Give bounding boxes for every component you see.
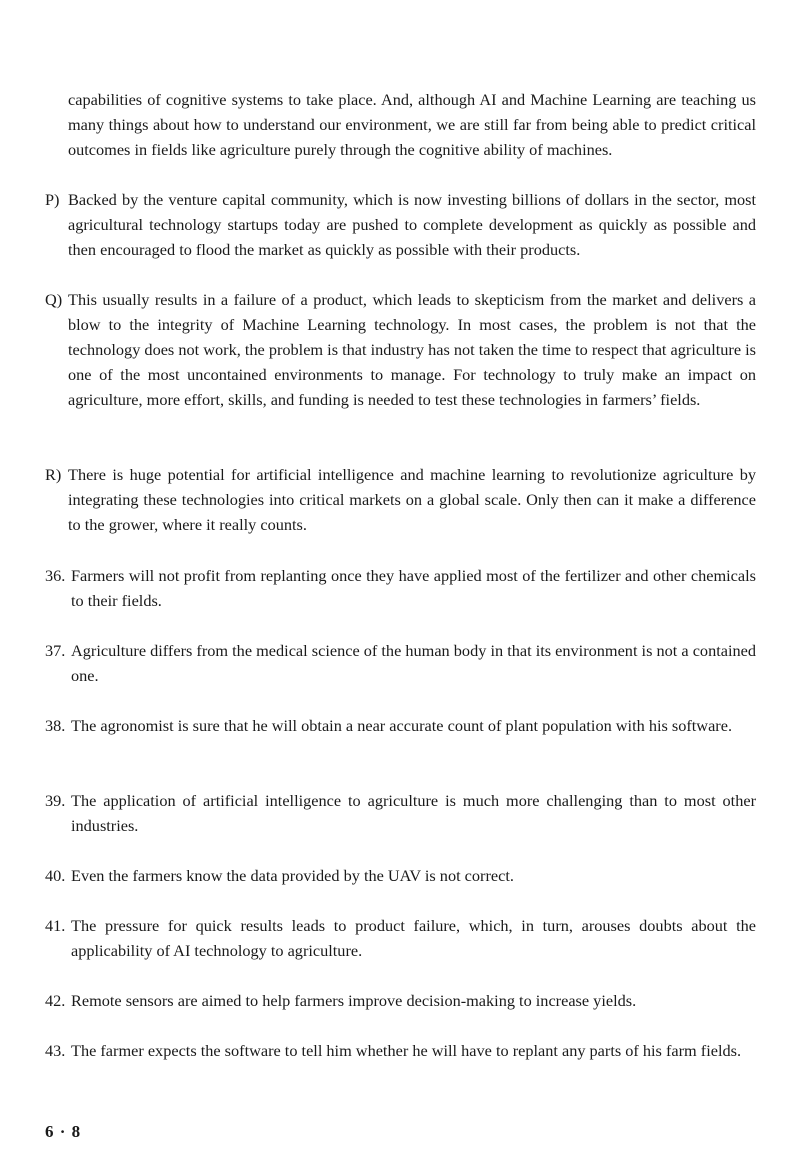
- paragraph-r: [45, 462, 756, 537]
- paragraph-q: [45, 287, 756, 412]
- paragraph-text: This usually results in a failure of a product, which leads to skepticism from the market and delivers a blow to the integrity of Machine Learning technology. In most cases, the problem is not that the technology does not work, the problem is that industry has not taken the time to respect that agriculture is one of the most uncontained environments to manage. For technology to truly make an impact on agriculture, more effort, skills, and funding is needed to test these technologies in farmers’ fields.: [68, 290, 756, 409]
- paragraph-label: R): [45, 465, 62, 484]
- statement-39: [45, 788, 756, 838]
- statement-41: [45, 913, 756, 963]
- statement-number: 40.: [45, 866, 66, 885]
- statement-number: 42.: [45, 991, 66, 1010]
- continuation-paragraph: capabilities of cognitive systems to take place. And, although AI and Machine Learning are teaching us many things about how to understand our environment, we are still far from being able to predict critical outcomes in fields like agriculture purely through the cognitive ability of machines.: [68, 90, 756, 159]
- statement-number: 41.: [45, 916, 66, 935]
- statement-40: [45, 863, 756, 888]
- statement-42: [45, 988, 756, 1013]
- statement-text: Even the farmers know the data provided by the UAV is not correct.: [71, 866, 514, 885]
- paragraph-text: Backed by the venture capital community, which is now investing billions of dollars in the sector, most agricultural technology startups today are pushed to complete development as quickly as possible and then encouraged to flood the market as quickly as possible with their products.: [68, 190, 756, 259]
- statement-number: 37.: [45, 641, 66, 660]
- statement-text: Agriculture differs from the medical science of the human body in that its environment is not a contained one.: [71, 641, 756, 685]
- statement-text: The agronomist is sure that he will obtain a near accurate count of plant population with his software.: [71, 716, 733, 735]
- statement-37: [45, 638, 756, 688]
- statement-43: [45, 1038, 756, 1063]
- statement-38: [45, 713, 756, 738]
- paragraph-p: [45, 187, 756, 262]
- statement-text: The farmer expects the software to tell him whether he will have to replant any parts of his farm fields.: [71, 1041, 742, 1060]
- statement-text: Farmers will not profit from replanting once they have applied most of the fertilizer and other chemicals to their fields.: [71, 566, 756, 610]
- statement-36: [45, 563, 756, 613]
- paragraph-label: Q): [45, 290, 63, 309]
- statement-text: The application of artificial intelligence to agriculture is much more challenging than to most other industries.: [71, 791, 756, 835]
- paragraph-text: There is huge potential for artificial intelligence and machine learning to revolutionize agriculture by integrating these technologies into critical markets on a global scale. Only then can it make a difference to the grower, where it really counts.: [68, 465, 756, 534]
- statement-text: The pressure for quick results leads to product failure, which, in turn, arouses doubts about the applicability of AI technology to agriculture.: [71, 916, 756, 960]
- statement-number: 39.: [45, 791, 66, 810]
- page-number: 6 · 8: [45, 1122, 82, 1141]
- statement-number: 36.: [45, 566, 66, 585]
- paragraph-label: P): [45, 190, 60, 209]
- statement-text: Remote sensors are aimed to help farmers improve decision-making to increase yields.: [71, 991, 637, 1010]
- statement-number: 38.: [45, 716, 66, 735]
- statement-number: 43.: [45, 1041, 66, 1060]
